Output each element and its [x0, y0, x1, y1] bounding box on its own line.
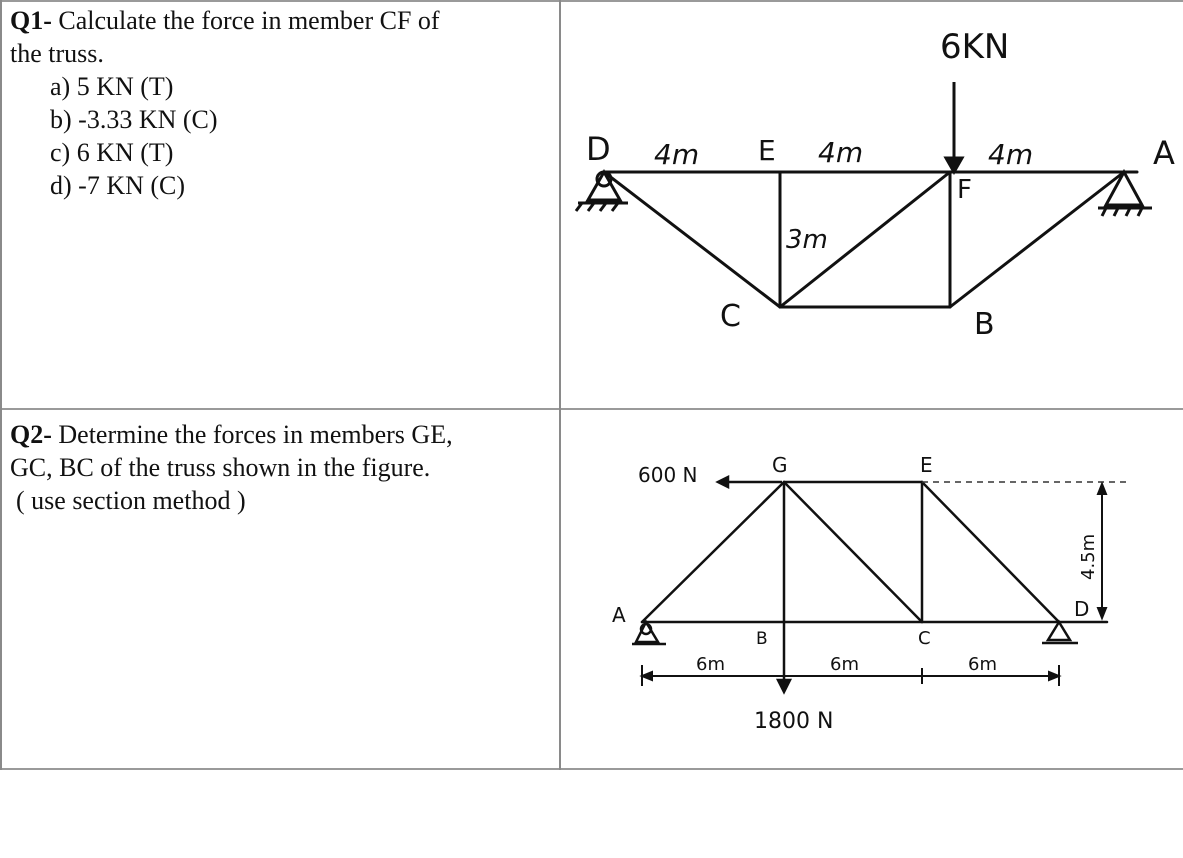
q1-node-B-label: B — [974, 307, 995, 342]
q1-node-D-label: D — [586, 130, 611, 168]
q2-prompt-line3: ( use section method ) — [16, 486, 246, 515]
q2-node-B-label: B — [756, 629, 768, 649]
q1-node-F-label: F — [957, 175, 972, 205]
q2-node-D-label: D — [1074, 597, 1090, 621]
q2-node-E-label: E — [920, 453, 933, 477]
q2-support-D-icon — [1042, 622, 1078, 643]
q1-support-D-icon — [576, 172, 628, 211]
q2-height-label: 4.5m — [1078, 533, 1099, 580]
table-border-left — [0, 0, 2, 770]
q1-member-BA — [950, 172, 1124, 307]
q1-node-C-label: C — [720, 299, 741, 334]
q1-prompt-line1: Calculate the force in member CF of — [58, 6, 440, 35]
table-column-divider — [559, 0, 561, 770]
q2-support-A-icon — [632, 622, 666, 644]
q1-option-c: c) 6 KN (T) — [50, 138, 174, 167]
q1-support-A-icon — [1098, 172, 1152, 216]
q1-truss-figure — [562, 2, 1182, 406]
q2-node-A-label: A — [612, 603, 626, 627]
q1-option-a: a) 5 KN (T) — [50, 72, 174, 101]
q2-number: Q2- — [10, 420, 52, 449]
q2-vertical-load-arrow-icon — [778, 622, 790, 692]
q1-span-FA-label: 4m — [988, 138, 1034, 171]
q2-vertical-load-label: 1800 N — [754, 709, 834, 734]
q2-height-dimension-line — [1098, 484, 1106, 618]
q2-horizontal-load-arrow-icon — [718, 477, 782, 487]
q1-options — [50, 70, 555, 202]
q1-prompt-line2: the truss. — [10, 39, 104, 68]
q2-node-G-label: G — [772, 453, 788, 477]
q1-load-arrow-icon — [946, 82, 962, 172]
q1-text — [10, 4, 555, 202]
q2-member-ED — [922, 482, 1059, 622]
q1-load-label: 6KN — [940, 27, 1010, 67]
q2-span1-label: 6m — [696, 654, 725, 675]
q2-node-C-label: C — [918, 628, 931, 649]
q1-option-b: b) -3.33 KN (C) — [50, 105, 218, 134]
q1-span-DE-label: 4m — [654, 138, 700, 171]
q2-truss-figure — [562, 410, 1182, 766]
q2-span2-label: 6m — [830, 654, 859, 675]
q1-member-DC — [604, 172, 780, 307]
q2-prompt-line1: Determine the forces in members GE, — [58, 420, 453, 449]
q1-height-label: 3m — [786, 225, 828, 255]
q1-option-d: d) -7 KN (C) — [50, 171, 186, 200]
q2-horizontal-load-label: 600 N — [638, 463, 698, 487]
q1-node-E-label: E — [758, 134, 776, 167]
q2-text — [10, 418, 555, 517]
q2-member-GC — [784, 482, 922, 622]
table-border-bottom — [0, 768, 1183, 770]
q2-member-AG — [642, 482, 784, 622]
q1-span-EF-label: 4m — [818, 136, 864, 169]
q1-number: Q1- — [10, 6, 52, 35]
q1-node-A-label: A — [1153, 134, 1175, 172]
q2-prompt-line2: GC, BC of the truss shown in the figure. — [10, 453, 431, 482]
q2-span3-label: 6m — [968, 654, 997, 675]
